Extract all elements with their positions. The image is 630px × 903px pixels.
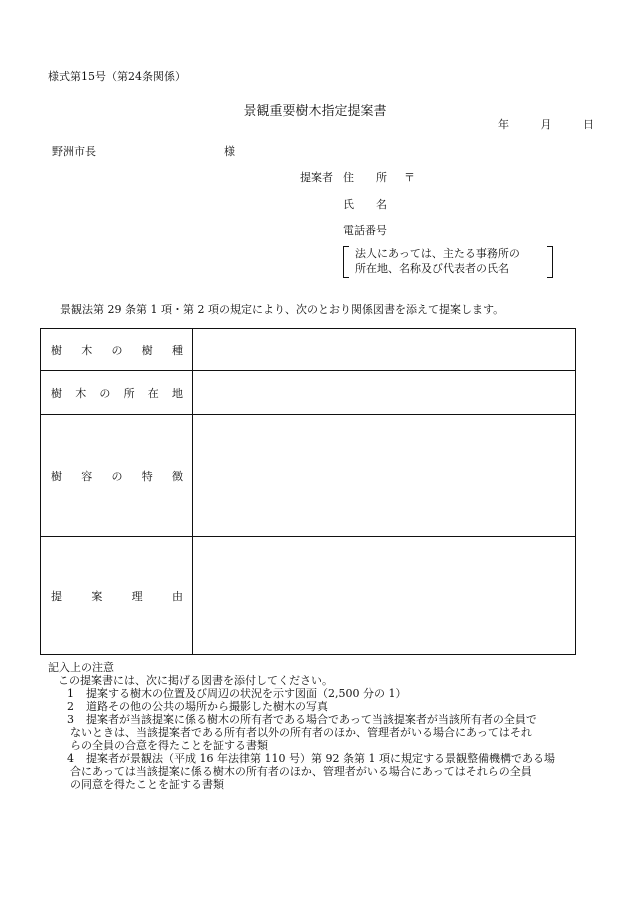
note-number: 4: [67, 752, 74, 765]
note-number: 3: [67, 713, 74, 726]
tree-species-cell[interactable]: [193, 329, 575, 370]
left-bracket: [343, 246, 349, 278]
row-label: [41, 371, 193, 414]
proposal-table: [40, 328, 576, 655]
date-year-label: 年: [498, 118, 509, 131]
note-text: 提案者が当該提案に係る樹木の所有者である場合であって当該提案者が当該所有者の全員で: [86, 713, 537, 726]
date-day-label: 日: [583, 118, 594, 131]
right-bracket: [547, 246, 553, 278]
proposal-reason-cell[interactable]: [193, 537, 575, 654]
corporate-note: [343, 246, 553, 278]
notes-heading: 記入上の注意: [48, 661, 114, 674]
row-label-text: 樹木の樹種: [51, 343, 183, 357]
address-label: 住 所: [343, 171, 387, 184]
name-label: 氏 名: [343, 198, 387, 211]
row-label: [41, 329, 193, 370]
note-text: 提案者が景観法（平成 16 年法律第 110 号）第 92 条第 1 項に規定する景観整備機構である場: [86, 752, 555, 765]
row-label-text: 樹容の特徴: [51, 469, 183, 483]
note-text-continued: ないときは、当該提案者である所有者以外の所有者のほか、管理者がいる場合にあってはそれ: [70, 726, 532, 739]
note-item: [48, 687, 555, 700]
note-number: 2: [67, 700, 74, 713]
corporate-note-line: 法人にあっては、主たる事務所の: [355, 247, 520, 260]
date-line: [498, 116, 594, 132]
note-item: [48, 752, 555, 765]
tree-location-cell[interactable]: [193, 371, 575, 414]
table-row: [41, 415, 575, 537]
corporate-note-line: 所在地、名称及び代表者の氏名: [355, 262, 509, 275]
proposer-label: 提案者: [300, 171, 333, 184]
row-label-text: 提案理由: [51, 589, 183, 603]
form-title: 景観重要樹木指定提案書: [243, 104, 387, 119]
note-text-continued: 合にあっては当該提案に係る樹木の所有者のほか、管理者がいる場合にあってはそれらの全員: [70, 765, 532, 778]
table-row: [41, 537, 575, 654]
note-text: 道路その他の公共の場所から撮影した樹木の写真: [86, 700, 328, 713]
addressee-honorific: 様: [224, 145, 235, 158]
tree-features-cell[interactable]: [193, 415, 575, 536]
form-number: 様式第15号（第24条関係）: [48, 70, 186, 83]
notes-section: [48, 661, 555, 791]
date-month-label: 月: [540, 118, 552, 131]
note-text-continued: の同意を得たことを証する書類: [70, 778, 224, 791]
table-row: [41, 371, 575, 415]
note-item: [48, 700, 555, 713]
notes-intro: この提案書には、次に掲げる図書を添付してください。: [58, 674, 333, 687]
intro-statement: 景観法第 29 条第 1 項・第 2 項の規定により、次のとおり関係図書を添えて提案します。: [60, 303, 505, 316]
postal-mark: 〒: [404, 171, 415, 184]
phone-label: 電話番号: [343, 224, 387, 237]
note-item: [48, 713, 555, 726]
row-label: [41, 537, 193, 654]
note-number: 1: [67, 687, 74, 700]
note-text: 提案する樹木の位置及び周辺の状況を示す図面（2,500 分の 1）: [86, 687, 407, 700]
table-row: [41, 329, 575, 371]
addressee-name: 野洲市長: [52, 145, 96, 158]
row-label-text: 樹木の所在地: [51, 386, 183, 400]
note-text-continued: らの全員の合意を得たことを証する書類: [70, 739, 268, 752]
row-label: [41, 415, 193, 536]
